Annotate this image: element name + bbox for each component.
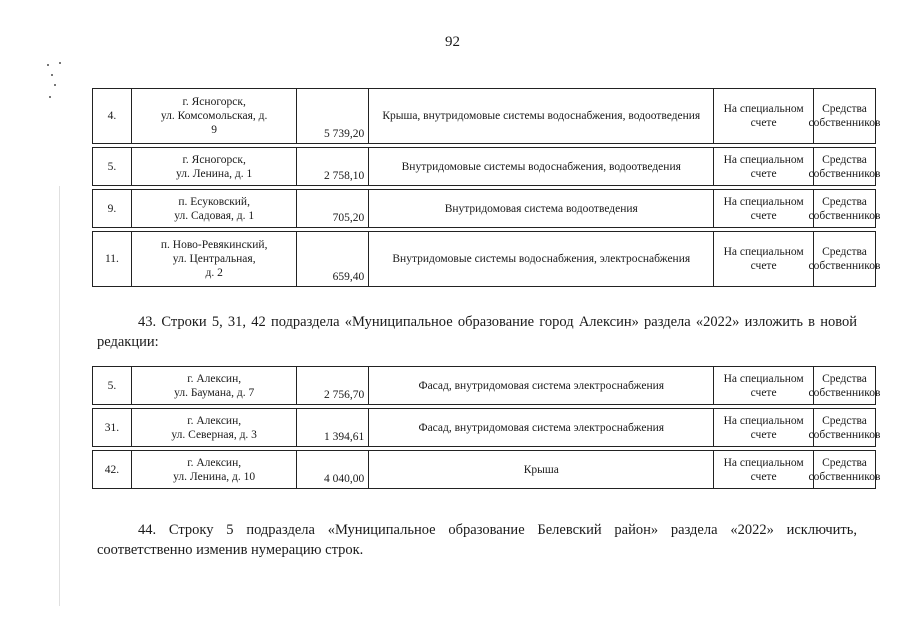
table-a — [92, 88, 881, 290]
account-cell-line: На специальном — [723, 246, 804, 258]
address-cell-text — [171, 414, 257, 442]
funding-source-cell-text — [809, 414, 881, 442]
address-cell-line: ул. Комсомольская, д. — [160, 110, 268, 122]
address-cell-line: г. Ясногорск, — [182, 153, 246, 166]
funding-source-cell — [808, 367, 881, 404]
funding-source-cell-line: собственников — [808, 470, 881, 483]
address-cell — [131, 451, 297, 488]
address-cell-line: ул. Ленина, д. 10 — [173, 470, 256, 483]
row-number — [93, 232, 131, 286]
account-cell — [713, 367, 813, 404]
address-cell-text — [174, 195, 254, 223]
work-type-cell — [368, 190, 713, 227]
funding-source-cell-line: собственников — [808, 209, 881, 222]
address-cell-line: ул. Баумана, д. 7 — [174, 386, 255, 399]
cost-cell-text: 5 739,20 — [324, 128, 365, 140]
account-cell-line: счете — [750, 428, 777, 441]
address-cell — [131, 367, 297, 404]
account-cell-text — [724, 372, 804, 400]
paragraph-44: 44. Строку 5 подраздела «Муниципальное образование Белевский район» раздела «2022» исключить, соответственно изменив нумерацию строк. — [97, 522, 857, 558]
account-cell — [713, 232, 813, 286]
row-number-text: 9. — [107, 202, 117, 215]
account-cell-text — [724, 456, 804, 484]
address-cell-text — [174, 372, 254, 400]
row-number — [93, 89, 131, 143]
page-number: 92 — [445, 34, 460, 50]
table-row — [92, 189, 881, 228]
address-cell — [131, 148, 297, 185]
table-row — [92, 408, 881, 447]
account-cell-line: счете — [750, 167, 777, 180]
work-type-cell — [368, 89, 713, 143]
account-cell-line: счете — [750, 260, 777, 272]
work-type-cell-text: Внутридомовая система водоотведения — [444, 202, 638, 215]
cost-cell — [296, 148, 368, 185]
address-cell-text — [161, 95, 268, 137]
address-cell-line: п. Есуковский, — [178, 195, 250, 208]
address-cell-line: г. Алексин, — [187, 372, 242, 385]
table-row — [92, 231, 881, 287]
address-cell — [131, 89, 297, 143]
account-cell-text — [724, 414, 804, 442]
funding-source-cell-line: Средства — [822, 372, 867, 385]
row-number — [93, 148, 131, 185]
account-cell — [713, 409, 813, 446]
account-cell-line: На специальном — [723, 456, 804, 469]
funding-source-cell-line: собственников — [808, 260, 881, 272]
cost-cell — [296, 190, 368, 227]
funding-source-cell-line: собственников — [808, 117, 881, 129]
row-number — [93, 451, 131, 488]
account-cell-text — [724, 102, 804, 130]
work-type-cell — [368, 409, 713, 446]
address-cell-line: ул. Северная, д. 3 — [171, 428, 257, 441]
funding-source-cell-line: собственников — [808, 167, 881, 180]
funding-source-cell — [808, 409, 881, 446]
account-cell-line: счете — [750, 386, 777, 399]
row-number-text: 11. — [104, 253, 119, 265]
cost-cell — [296, 409, 368, 446]
work-type-cell-text: Внутридомовые системы водоснабжения, электроснабжения — [392, 253, 691, 265]
cost-cell — [296, 232, 368, 286]
funding-source-cell — [808, 89, 881, 143]
address-cell — [131, 409, 297, 446]
address-cell — [131, 232, 297, 286]
funding-source-cell — [808, 148, 881, 185]
address-cell-text — [173, 456, 255, 484]
table-b — [92, 366, 881, 492]
funding-source-cell-line: Средства — [822, 153, 867, 166]
address-cell-line: ул. Ленина, д. 1 — [176, 167, 253, 180]
cost-cell-text: 4 040,00 — [324, 473, 365, 485]
row-number-text: 5. — [107, 160, 117, 173]
row-number — [93, 409, 131, 446]
scan-edge-line — [59, 186, 60, 606]
cost-cell-text: 2 758,10 — [324, 170, 365, 182]
funding-source-cell-line: Средства — [822, 195, 867, 208]
row-number — [93, 190, 131, 227]
account-cell-text — [724, 195, 804, 223]
row-number — [93, 367, 131, 404]
row-number-text: 31. — [104, 421, 120, 434]
funding-source-cell-line: собственников — [808, 386, 881, 399]
funding-source-cell-text — [809, 195, 881, 223]
address-cell-text — [176, 153, 252, 181]
table-row — [92, 450, 881, 489]
funding-source-cell-text — [809, 153, 881, 181]
funding-source-cell-text — [809, 245, 881, 273]
account-cell — [713, 89, 813, 143]
work-type-cell-text: Внутридомовые системы водоснабжения, водоотведения — [401, 160, 681, 173]
address-cell-line: д. 2 — [205, 267, 223, 279]
cost-cell — [296, 451, 368, 488]
paragraph-43: 43. Строки 5, 31, 42 подраздела «Муниципальное образование город Алексин» раздела «2022» изложить в новой редакции: — [97, 314, 857, 350]
row-number-text: 42. — [104, 463, 120, 476]
address-cell-text — [161, 238, 268, 280]
address-cell — [131, 190, 297, 227]
account-cell — [713, 190, 813, 227]
address-cell-line: г. Алексин, — [187, 456, 242, 469]
account-cell-line: На специальном — [723, 372, 804, 385]
account-cell-text — [724, 153, 804, 181]
funding-source-cell — [808, 190, 881, 227]
margin-marks — [45, 62, 75, 102]
work-type-cell — [368, 148, 713, 185]
address-cell-line: ул. Центральная, — [172, 253, 256, 265]
address-cell-line: 9 — [211, 124, 218, 136]
cost-cell — [296, 367, 368, 404]
work-type-cell — [368, 367, 713, 404]
address-cell-line: г. Алексин, — [187, 414, 242, 427]
work-type-cell — [368, 232, 713, 286]
work-type-cell-text: Крыша — [523, 463, 559, 476]
account-cell-line: На специальном — [723, 414, 804, 427]
table-row — [92, 147, 881, 186]
table-row — [92, 366, 881, 405]
address-cell-line: п. Ново-Ревякинский, — [160, 239, 268, 251]
funding-source-cell-line: Средства — [822, 414, 867, 427]
account-cell-line: На специальном — [723, 103, 804, 115]
account-cell-line: На специальном — [723, 153, 804, 166]
funding-source-cell-text — [809, 102, 881, 130]
account-cell-line: счете — [750, 209, 777, 222]
account-cell-text — [724, 245, 804, 273]
funding-source-cell-line: Средства — [822, 246, 867, 258]
table-row — [92, 88, 881, 144]
work-type-cell — [368, 451, 713, 488]
address-cell-line: г. Ясногорск, — [182, 96, 246, 108]
row-number-text: 4. — [107, 110, 117, 122]
funding-source-cell-text — [809, 372, 881, 400]
work-type-cell-text: Фасад, внутридомовая система электроснабжения — [418, 379, 665, 392]
work-type-cell-text: Фасад, внутридомовая система электроснабжения — [418, 421, 665, 434]
cost-cell — [296, 89, 368, 143]
account-cell-line: счете — [750, 117, 777, 129]
funding-source-cell — [808, 451, 881, 488]
cost-cell-text: 659,40 — [332, 271, 365, 283]
funding-source-cell-line: собственников — [808, 428, 881, 441]
work-type-cell-text: Крыша, внутридомовые системы водоснабжения, водоотведения — [382, 110, 701, 122]
account-cell-line: счете — [750, 470, 777, 483]
cost-cell-text: 1 394,61 — [324, 431, 365, 443]
funding-source-cell-line: Средства — [822, 103, 867, 115]
account-cell-line: На специальном — [723, 195, 804, 208]
cost-cell-text: 2 756,70 — [324, 389, 365, 401]
cost-cell-text: 705,20 — [332, 212, 365, 224]
funding-source-cell-line: Средства — [822, 456, 867, 469]
funding-source-cell-text — [809, 456, 881, 484]
row-number-text: 5. — [107, 379, 117, 392]
funding-source-cell — [808, 232, 881, 286]
account-cell — [713, 148, 813, 185]
address-cell-line: ул. Садовая, д. 1 — [174, 209, 255, 222]
account-cell — [713, 451, 813, 488]
